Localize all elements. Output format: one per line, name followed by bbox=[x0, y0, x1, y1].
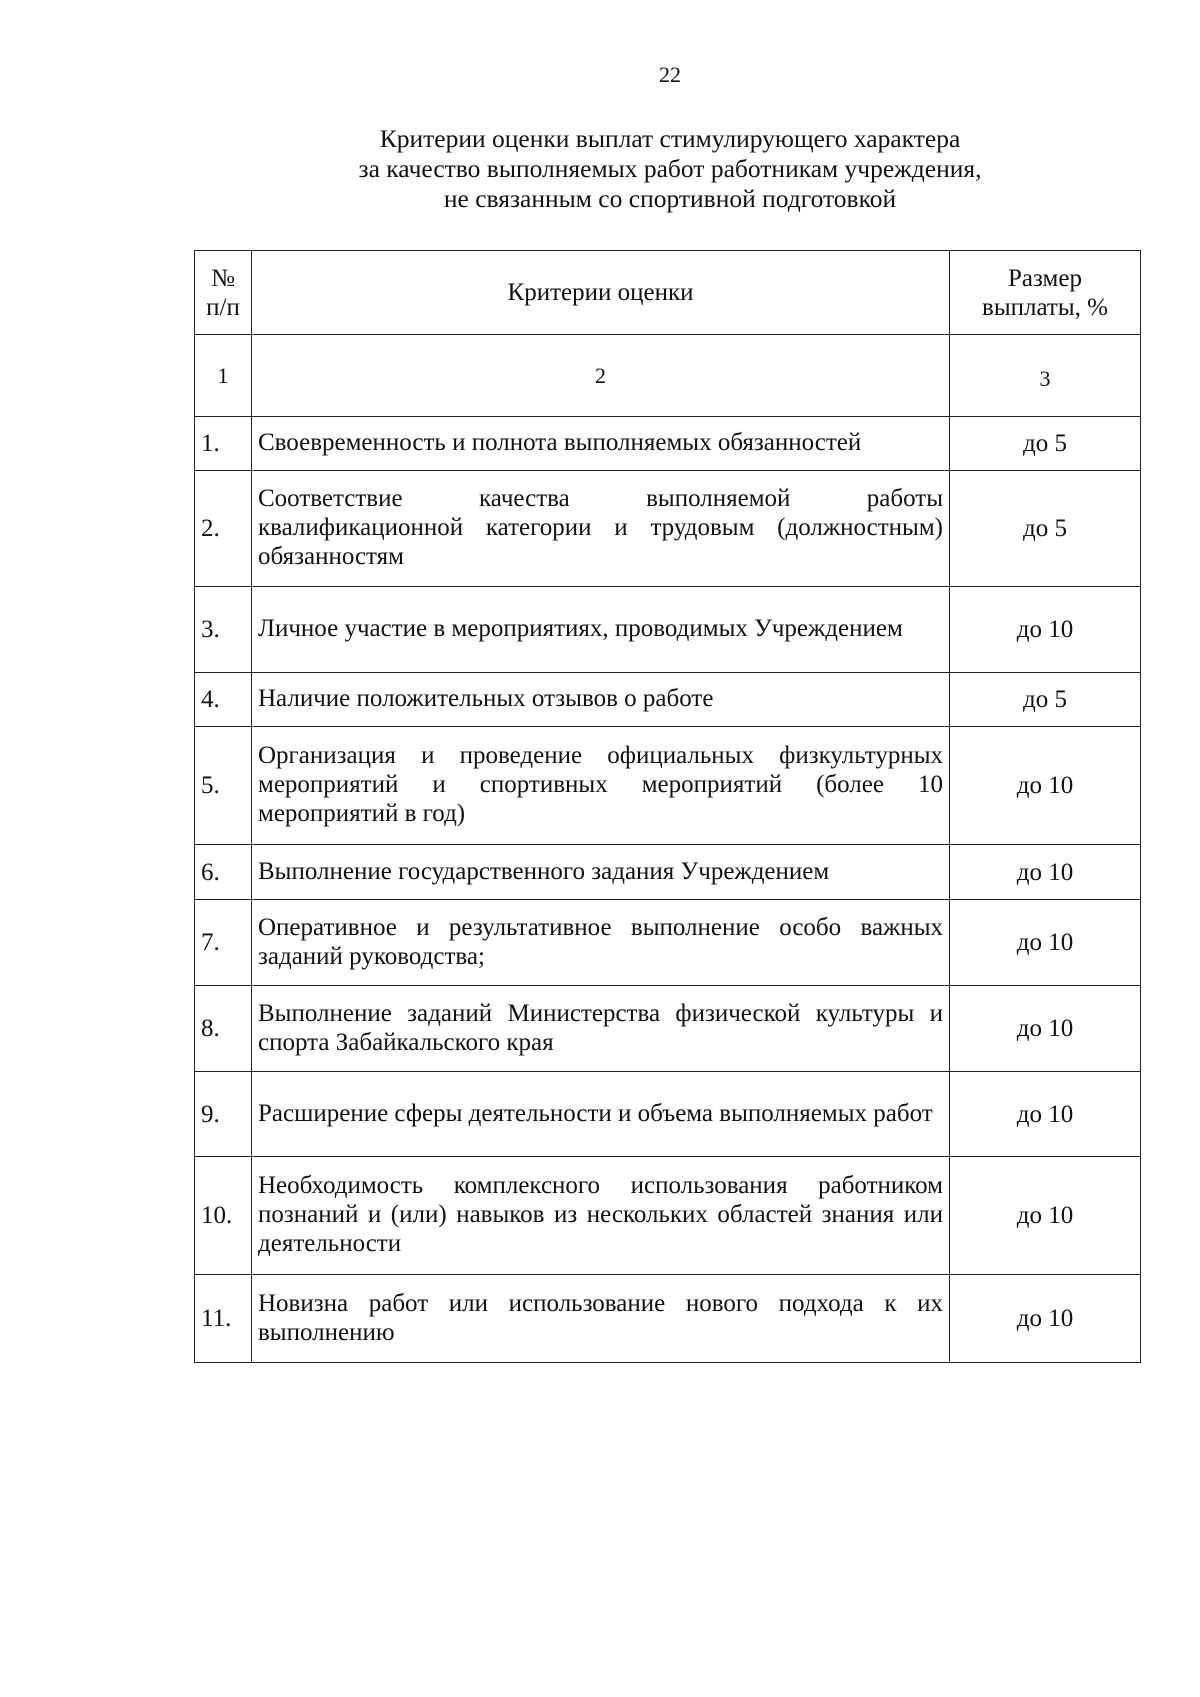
title-line-1: Критерии оценки выплат стимулирующего характера bbox=[379, 124, 961, 153]
row-number: 2. bbox=[195, 471, 252, 587]
table-row bbox=[195, 986, 1141, 1072]
table-header-row bbox=[195, 251, 1141, 335]
row-size: до 10 bbox=[950, 1072, 1141, 1157]
row-number: 8. bbox=[195, 986, 252, 1072]
row-number: 3. bbox=[195, 587, 252, 673]
table-row bbox=[195, 1157, 1141, 1275]
row-criteria: Новизна работ или использование нового подхода к их выполнению bbox=[252, 1275, 950, 1363]
header-criteria-cell: Критерии оценки bbox=[252, 251, 950, 335]
row-size: до 10 bbox=[950, 1275, 1141, 1363]
row-size: до 10 bbox=[950, 587, 1141, 673]
row-criteria: Наличие положительных отзывов о работе bbox=[252, 673, 950, 727]
row-criteria: Организация и проведение официальных физкультурных мероприятий и спортивных мероприятий (более 10 мероприятий в год) bbox=[252, 727, 950, 845]
row-criteria: Личное участие в мероприятиях, проводимых Учреждением bbox=[252, 587, 950, 673]
page-number: 22 bbox=[659, 62, 681, 87]
row-number: 6. bbox=[195, 845, 252, 900]
row-size: до 10 bbox=[950, 986, 1141, 1072]
table-row bbox=[195, 1072, 1141, 1157]
row-size: до 5 bbox=[950, 417, 1141, 471]
document-title bbox=[0, 124, 1200, 214]
header-size-cell: Размер выплаты, % bbox=[950, 251, 1141, 335]
row-number: 10. bbox=[195, 1157, 252, 1275]
row-criteria: Необходимость комплексного использования работником познаний и (или) навыков из нескольких областей знания или деятельности bbox=[252, 1157, 950, 1275]
row-size: до 10 bbox=[950, 845, 1141, 900]
title-line-3: не связанным со спортивной подготовкой bbox=[443, 184, 897, 213]
table-row bbox=[195, 417, 1141, 471]
row-size: до 5 bbox=[950, 471, 1141, 587]
column-number-1: 1 bbox=[195, 335, 252, 417]
table-row bbox=[195, 845, 1141, 900]
row-criteria: Оперативное и результативное выполнение особо важных заданий руководства; bbox=[252, 900, 950, 986]
criteria-table bbox=[194, 250, 1141, 1363]
row-criteria: Расширение сферы деятельности и объема выполняемых работ bbox=[252, 1072, 950, 1157]
table-row bbox=[195, 900, 1141, 986]
row-number: 7. bbox=[195, 900, 252, 986]
column-numbers-row bbox=[195, 335, 1141, 417]
table-row bbox=[195, 471, 1141, 587]
row-number: 4. bbox=[195, 673, 252, 727]
table-row bbox=[195, 727, 1141, 845]
row-number: 5. bbox=[195, 727, 252, 845]
row-size: до 10 bbox=[950, 900, 1141, 986]
row-number: 9. bbox=[195, 1072, 252, 1157]
row-size: до 10 bbox=[950, 727, 1141, 845]
row-criteria: Выполнение заданий Министерства физической культуры и спорта Забайкальского края bbox=[252, 986, 950, 1072]
row-criteria: Своевременность и полнота выполняемых обязанностей bbox=[252, 417, 950, 471]
row-criteria: Выполнение государственного задания Учреждением bbox=[252, 845, 950, 900]
title-line-2: за качество выполняемых работ работникам учреждения, bbox=[358, 154, 982, 183]
row-criteria: Соответствие качества выполняемой работы квалификационной категории и трудовым (должностным) обязанностям bbox=[252, 471, 950, 587]
row-number: 11. bbox=[195, 1275, 252, 1363]
column-number-3: 3 bbox=[950, 335, 1141, 417]
table-row bbox=[195, 1275, 1141, 1363]
row-number: 1. bbox=[195, 417, 252, 471]
table-row bbox=[195, 587, 1141, 673]
row-size: до 5 bbox=[950, 673, 1141, 727]
row-size: до 10 bbox=[950, 1157, 1141, 1275]
table-row bbox=[195, 673, 1141, 727]
column-number-2: 2 bbox=[252, 335, 950, 417]
header-num-cell: № п/п bbox=[195, 251, 252, 335]
